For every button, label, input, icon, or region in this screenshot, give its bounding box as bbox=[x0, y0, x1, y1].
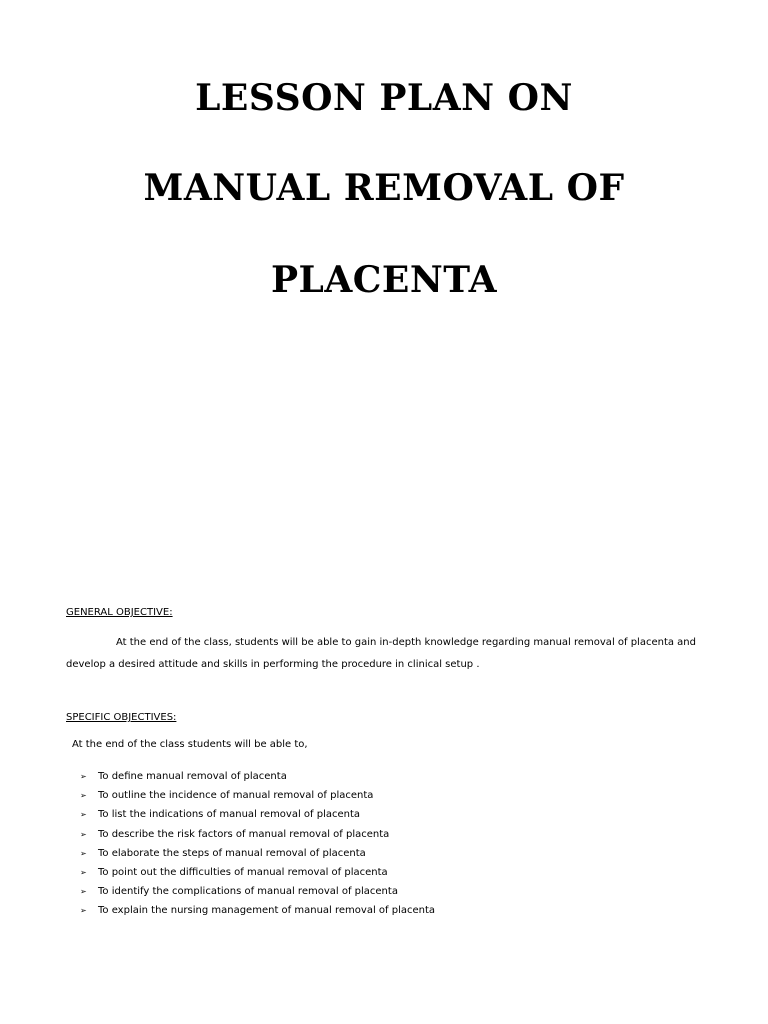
specific-objectives-heading: SPECIFIC OBJECTIVES: bbox=[66, 712, 177, 723]
arrow-bullet-icon: ➢ bbox=[80, 887, 87, 897]
objective-text: To outline the incidence of manual removal of placenta bbox=[98, 790, 374, 802]
objective-text: To describe the risk factors of manual removal of placenta bbox=[98, 828, 390, 840]
objective-text: To list the indications of manual removal of placenta bbox=[98, 809, 361, 821]
list-item bbox=[80, 786, 435, 805]
arrow-bullet-icon: ➢ bbox=[80, 791, 87, 801]
arrow-bullet-icon: ➢ bbox=[80, 829, 87, 839]
objective-text: To explain the nursing management of manual removal of placenta bbox=[98, 905, 436, 917]
list-item bbox=[80, 863, 435, 882]
arrow-bullet-icon: ➢ bbox=[80, 867, 87, 877]
objective-text: To define manual removal of placenta bbox=[98, 771, 287, 782]
objective-text: To point out the difficulties of manual removal of placenta bbox=[98, 866, 388, 878]
objective-text: To identify the complications of manual removal of placenta bbox=[98, 886, 398, 898]
list-item bbox=[80, 882, 435, 901]
list-item bbox=[80, 805, 435, 824]
arrow-bullet-icon: ➢ bbox=[80, 772, 87, 781]
general-objective-paragraph bbox=[66, 632, 706, 676]
list-item bbox=[80, 825, 435, 844]
specific-objectives-list bbox=[80, 767, 435, 921]
general-objective-heading: GENERAL OBJECTIVE: bbox=[66, 607, 173, 618]
arrow-bullet-icon: ➢ bbox=[80, 848, 87, 858]
title-line-2: MANUAL REMOVAL OF bbox=[143, 167, 625, 209]
arrow-bullet-icon: ➢ bbox=[80, 906, 87, 916]
specific-objectives-intro: At the end of the class students will be able to, bbox=[72, 739, 308, 750]
list-item bbox=[80, 767, 435, 786]
title-line-3: PLACENTA bbox=[270, 259, 498, 301]
list-item bbox=[80, 901, 435, 920]
arrow-bullet-icon: ➢ bbox=[80, 810, 87, 820]
title-line-1: LESSON PLAN ON bbox=[195, 77, 573, 119]
general-objective-text: At the end of the class, students will be able to gain in-depth knowledge regarding manual removal of placenta and develop a desired attitude and skills in performing the procedure in clinical setup . bbox=[66, 637, 696, 670]
objective-text: To elaborate the steps of manual removal of placenta bbox=[98, 847, 366, 859]
list-item bbox=[80, 844, 435, 863]
